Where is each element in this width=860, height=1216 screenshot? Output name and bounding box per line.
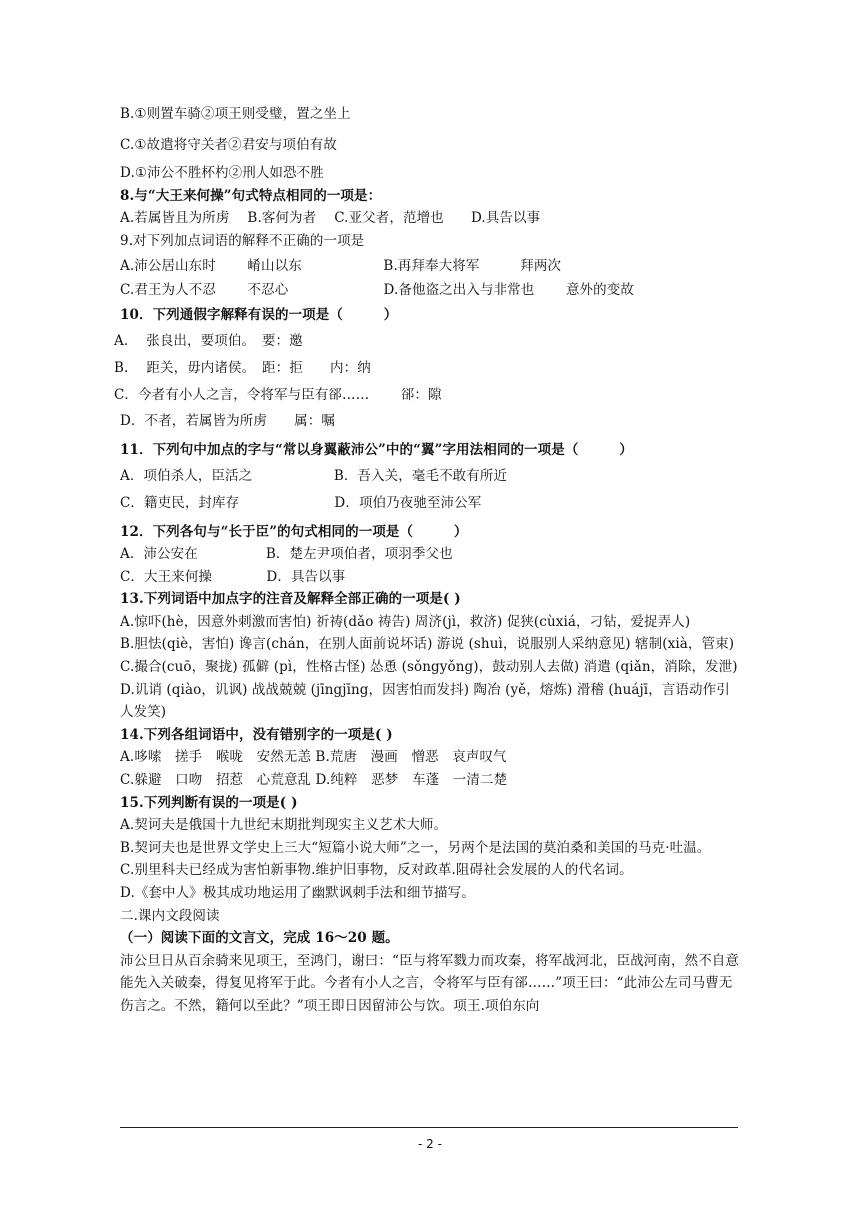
question-heading: 15.下列判断有误的一项是( )	[120, 794, 298, 811]
text-line: C．籍吏民，封库存 D．项伯乃夜驰至沛公军	[120, 494, 482, 511]
text-line: A.沛公居山东时 崤山以东 B.再拜奉大将军 拜两次	[120, 257, 562, 274]
text-line: 9.对下列加点词语的解释不正确的一项是	[120, 232, 365, 249]
text-line: 二.课内文段阅读	[120, 907, 220, 924]
question-heading: 11．下列句中加点的字与“常以身翼蔽沛公”中的“翼”字用法相同的一项是（ ）	[120, 441, 633, 458]
text-line: A.惊吓(hè，因意外刺激而害怕) 祈祷(dǎo 祷告) 周济(jì，救济) 促狭(cùxiá，刁钻，爱捉弄人)	[120, 613, 691, 630]
text-line: A.契诃夫是俄国十九世纪末期批判现实主义艺术大师。	[120, 817, 448, 834]
text-line: D.讥诮 (qiào，讥讽) 战战兢兢 (jīngjīng，因害怕而发抖) 陶冶 (yě，熔炼) 滑稽 (huájī，言语动作引人发笑)	[120, 681, 730, 721]
text-line: B.①则置车骑②项王则受璧，置之坐上	[120, 106, 351, 122]
text-line: C.别里科夫已经成为害怕新事物.维护旧事物，反对政革.阻碍社会发展的人的代名词。	[120, 862, 633, 879]
question-heading: 14.下列各组词语中，没有错别字的一项是( )	[120, 726, 393, 743]
text-line: A．沛公安在 B．楚左尹项伯者，项羽季父也	[120, 546, 453, 563]
text-line: A.若属皆且为所虏 B.客何为者 C.亚父者，范增也 D.具告以事	[120, 210, 541, 227]
text-line: B.契诃夫也是世界文学史上三大“短篇小说大师”之一，另两个是法国的莫泊桑和美国的马克·吐温。	[120, 839, 711, 856]
text-line: C.躲避 口吻 招惹 心荒意乱 D.纯粹 恶梦 车蓬 一清二楚	[120, 772, 508, 789]
text-line: B. 距关，毋内诸侯。 距：拒 内：纳	[114, 359, 371, 376]
question-heading: 10．下列通假字解释有误的一项是（ ）	[120, 306, 398, 323]
text-line: C.撮合(cuō，聚拢) 孤僻 (pì，性格古怪) 怂恿 (sǒngyǒng)，鼓动别人去做) 消遣 (qiǎn，消除，发泄)	[120, 659, 738, 676]
text-line: C．今者有小人之言，令将军与臣有郤…… 郤：隙	[114, 386, 442, 403]
page-number: - 2 -	[418, 1137, 442, 1151]
text-line: C.君王为人不忍 不忍心 D.备他盗之出入与非常也 意外的变故	[120, 282, 634, 299]
question-heading: 13.下列词语中加点字的注音及解释全部正确的一项是( )	[120, 591, 461, 608]
text-line: A.哆嗦 搓手 喉咙 安然无恙 B.荒唐 漫画 憎恶 哀声叹气	[120, 749, 507, 766]
text-line: C.①故遣将守关者②君安与项伯有故	[120, 136, 337, 153]
text-line: D．不者，若属皆为所虏 属：嘱	[120, 413, 335, 430]
question-heading: 8.与“大王来何操”句式特点相同的一项是：	[120, 187, 382, 204]
text-line: C．大王来何操 D．具告以事	[120, 568, 346, 585]
text-line: A. 张良出，要项伯。 要：邀	[114, 333, 303, 350]
text-line: D.①沛公不胜杯杓②刑人如恐不胜	[120, 165, 324, 182]
question-heading: （一）阅读下面的文言文，完成 16～20 题。	[120, 930, 399, 947]
question-heading: 12．下列各句与“长于臣”的句式相同的一项是（ ）	[120, 523, 468, 540]
text-line: A．项伯杀人，臣活之 B．吾入关，毫毛不敢有所近	[120, 468, 508, 485]
text-line: D.《套中人》极其成功地运用了幽默讽刺手法和细节描写。	[120, 885, 475, 901]
text-line: B.胆怯(qiè，害怕) 谗言(chán，在别人面前说坏话) 游说 (shuì，说服别人采纳意见) 辖制(xià，管束)	[120, 636, 735, 653]
footer-rule	[120, 1127, 738, 1128]
document-body	[114, 103, 740, 1018]
text-line: 沛公旦日从百余骑来见项王，至鸿门，谢曰：“臣与将军戮力而攻秦，将军战河北，臣战河南，然不自意能先入关破秦，得复见将军于此。今者有小人之言，令将军与臣有郤……”项王曰：“此沛公左司马曹无伤言之。不然，籍何以至此？”项王即日因留沛公与饮。项王.项伯东向	[120, 952, 739, 1014]
